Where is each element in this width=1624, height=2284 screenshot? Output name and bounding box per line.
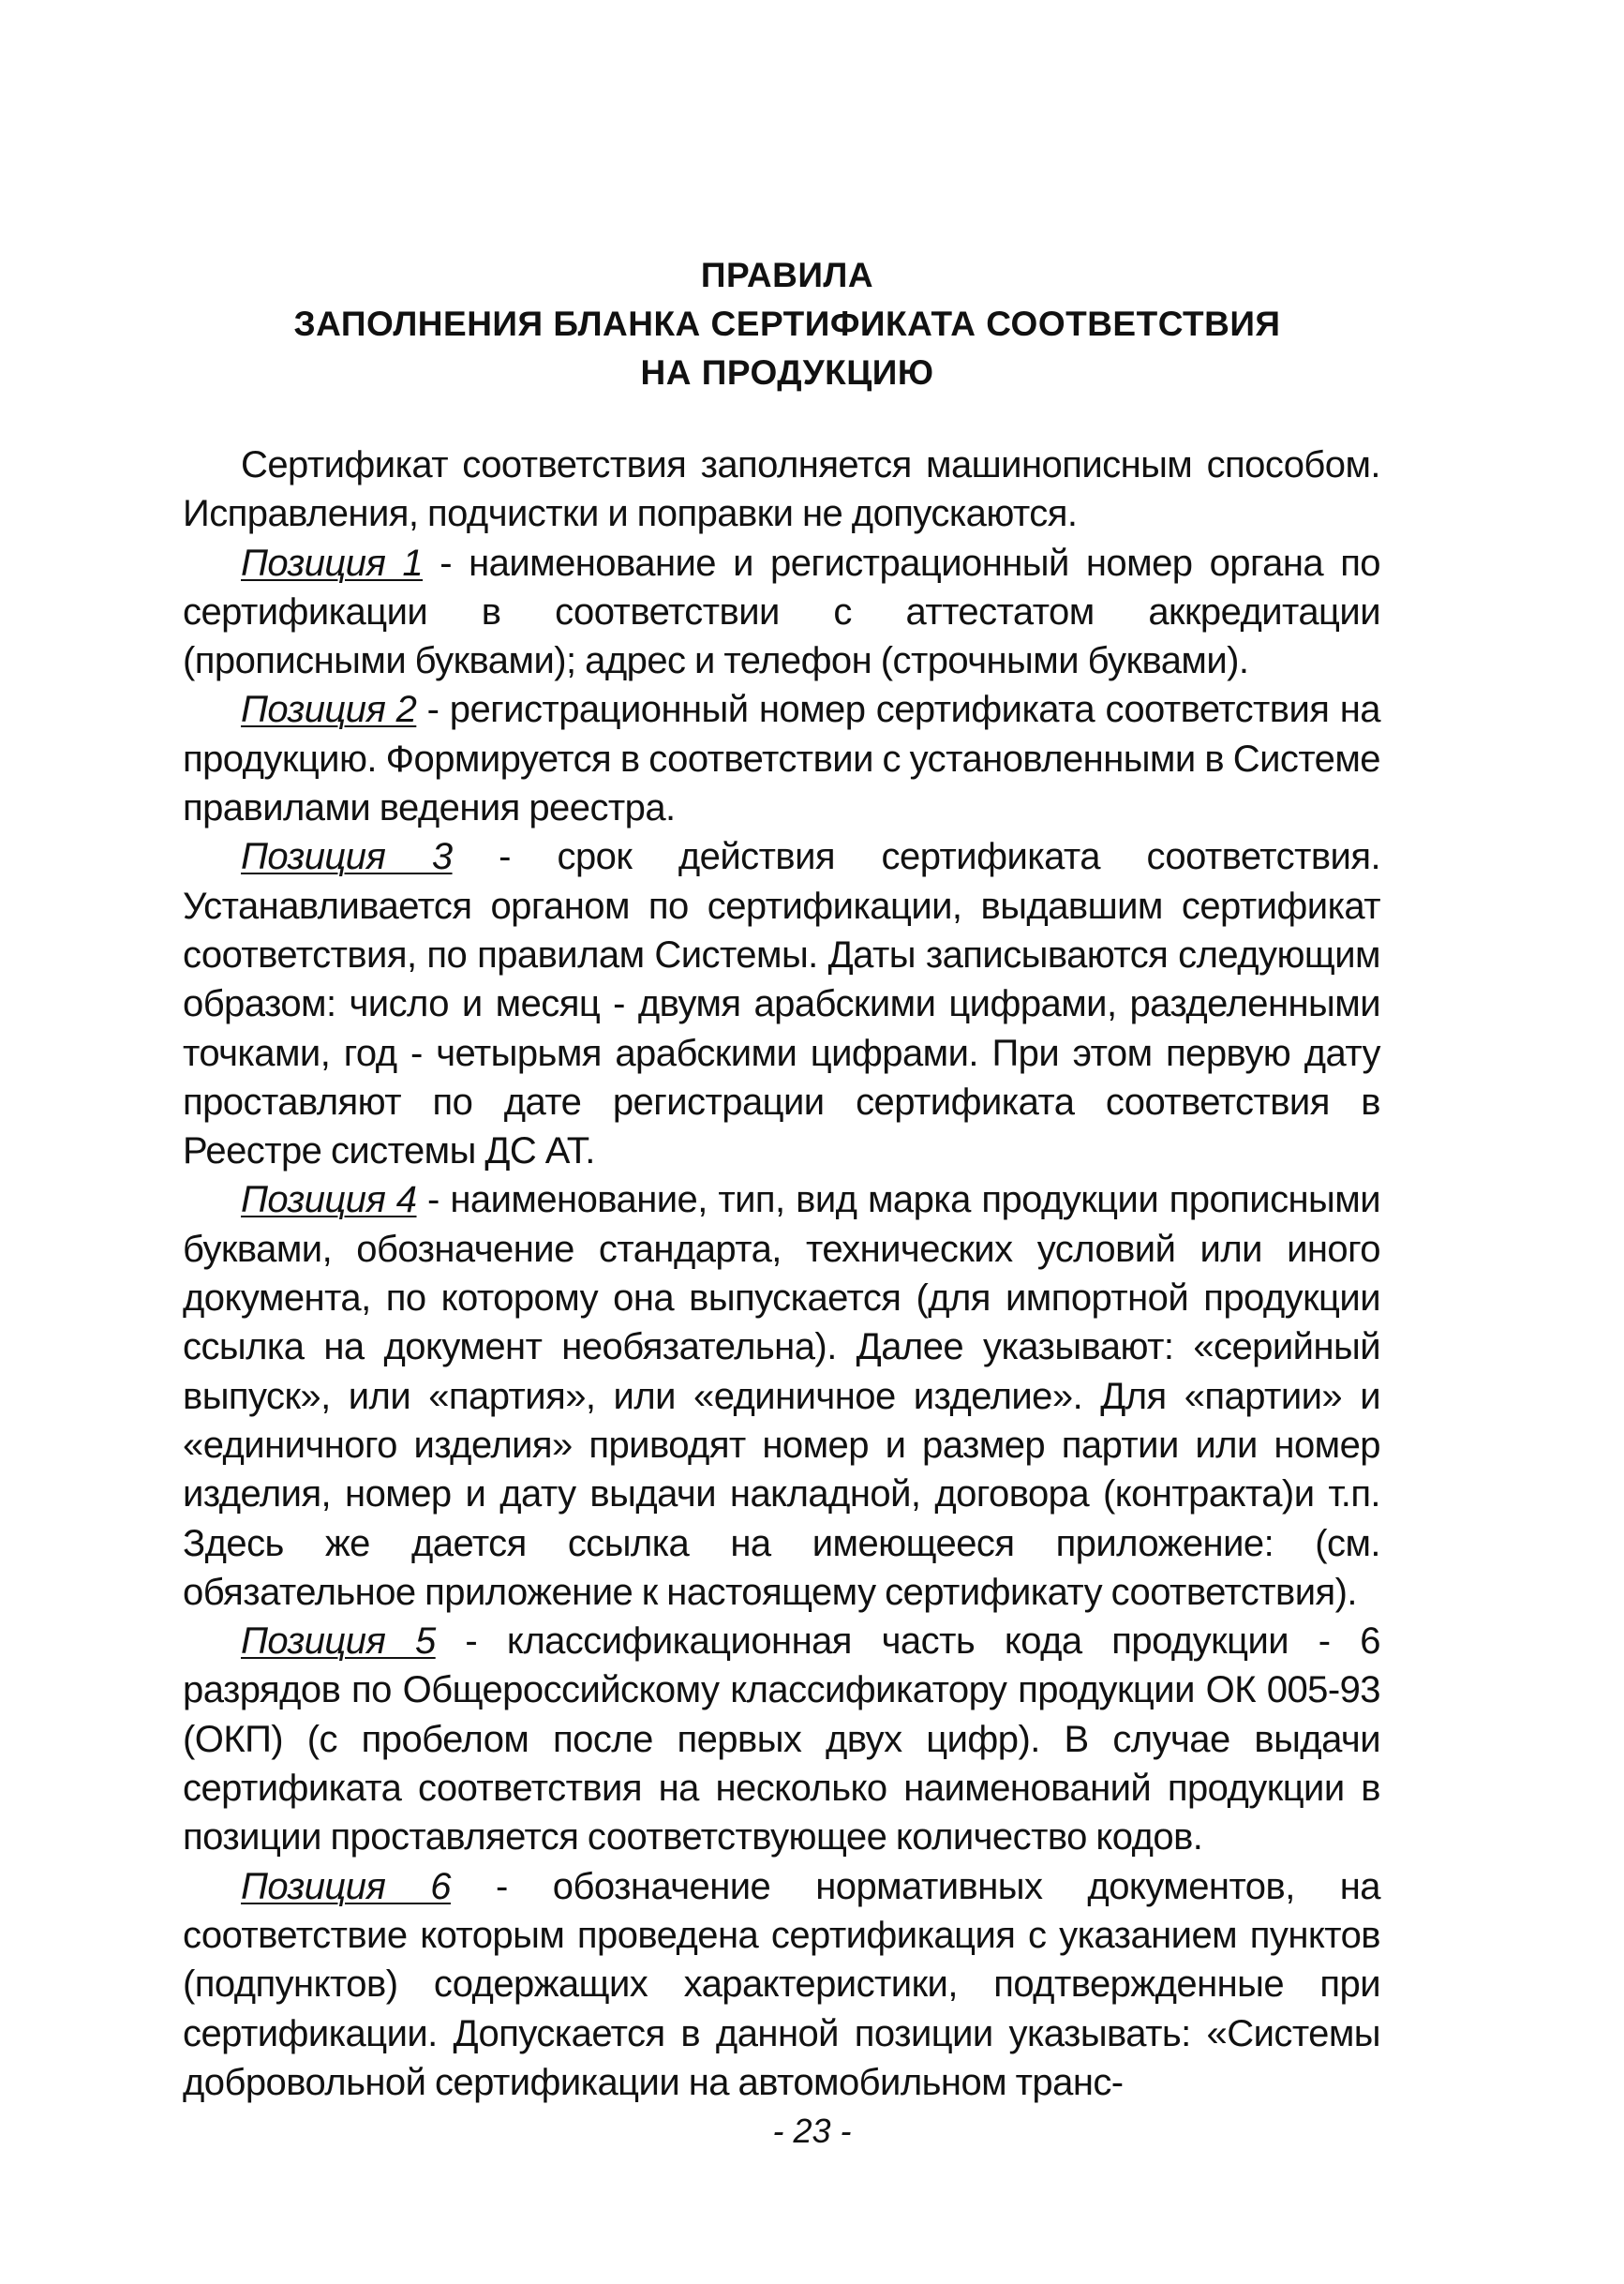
position-4-paragraph [183,1175,1380,1617]
document-body [183,440,1380,2107]
position-6-paragraph [183,1862,1380,2107]
title-line-1: ПРАВИЛА [700,256,874,294]
position-5-label: Позиция 5 [241,1620,436,1663]
page-number: - 23 - [772,2112,852,2150]
position-2-label: Позиция 2 [241,689,417,731]
document-title [187,251,1387,397]
position-5-text: - классификационная часть кода продукции - 6 разрядов по Общероссийскому классификатору продукции ОК 005-93 (ОКП) (с пробелом после первых двух цифр). В случае выдачи сертификата соответствия на несколько наименований продукции в позиции проставляется соответствующее количество кодов. [183,1620,1380,1859]
position-6-text: - обозначение нормативных документов, на соответствие которым проведена сертификация с указанием пунктов (подпунктов) содержащих характеристики, подтвержденные при сертификации. Допускается в данной позиции указывать: «Системы добровольной сертификации на автомобильном транс- [183,1865,1381,2103]
position-1-text: - наименование и регистрационный номер органа по сертификации в соответствии с аттестатом аккредитации (прописными буквами); адрес и телефон (строчными буквами). [183,542,1381,682]
title-line-2: ЗАПОЛНЕНИЯ БЛАНКА СЕРТИФИКАТА СООТВЕТСТВИЯ [293,305,1281,343]
position-1-paragraph [183,539,1380,686]
position-2-paragraph [183,685,1380,832]
title-line-3: НА ПРОДУКЦИЮ [640,353,934,392]
position-4-label: Позиция 4 [241,1179,417,1221]
position-6-label: Позиция 6 [241,1865,451,1907]
position-3-text: - срок действия сертификата соответствия. Устанавливается органом по сертификации, выдавшим сертификат соответствия, по правилам Системы. Даты записываются следующим образом: число и месяц - двумя арабскими цифрами, разделенными точками, год - четырьмя арабскими цифрами. При этом первую дату проставляют по дате регистрации сертификата соответствия в Реестре системы ДС АТ. [183,836,1381,1172]
intro-paragraph: Сертификат соответствия заполняется машинописным способом. Исправления, подчистки и поправки не допускаются. [183,444,1380,535]
position-3-paragraph [183,832,1380,1175]
position-3-label: Позиция 3 [241,836,453,878]
position-5-paragraph [183,1617,1380,1861]
position-2-text: - регистрационный номер сертификата соответствия на продукцию. Формируется в соответствии с установленными в Системе правилами ведения реестра. [183,689,1380,829]
position-1-label: Позиция 1 [241,542,424,584]
position-4-text: - наименование, тип, вид марка продукции прописными буквами, обозначение стандарта, технических условий или иного документа, по которому она выпускается (для импортной продукции ссылка на документ необязательна). Далее указывают: «серийный выпуск», или «партия», или «единичное изделие». Для «партии» и «единичного изделия» приводят номер и размер партии или номер изделия, номер и дату выдачи накладной, договора (контракта)и т.п. Здесь же дается ссылка на имеющееся приложение: (см. обязательное приложение к настоящему сертификату соответствия). [183,1179,1381,1613]
